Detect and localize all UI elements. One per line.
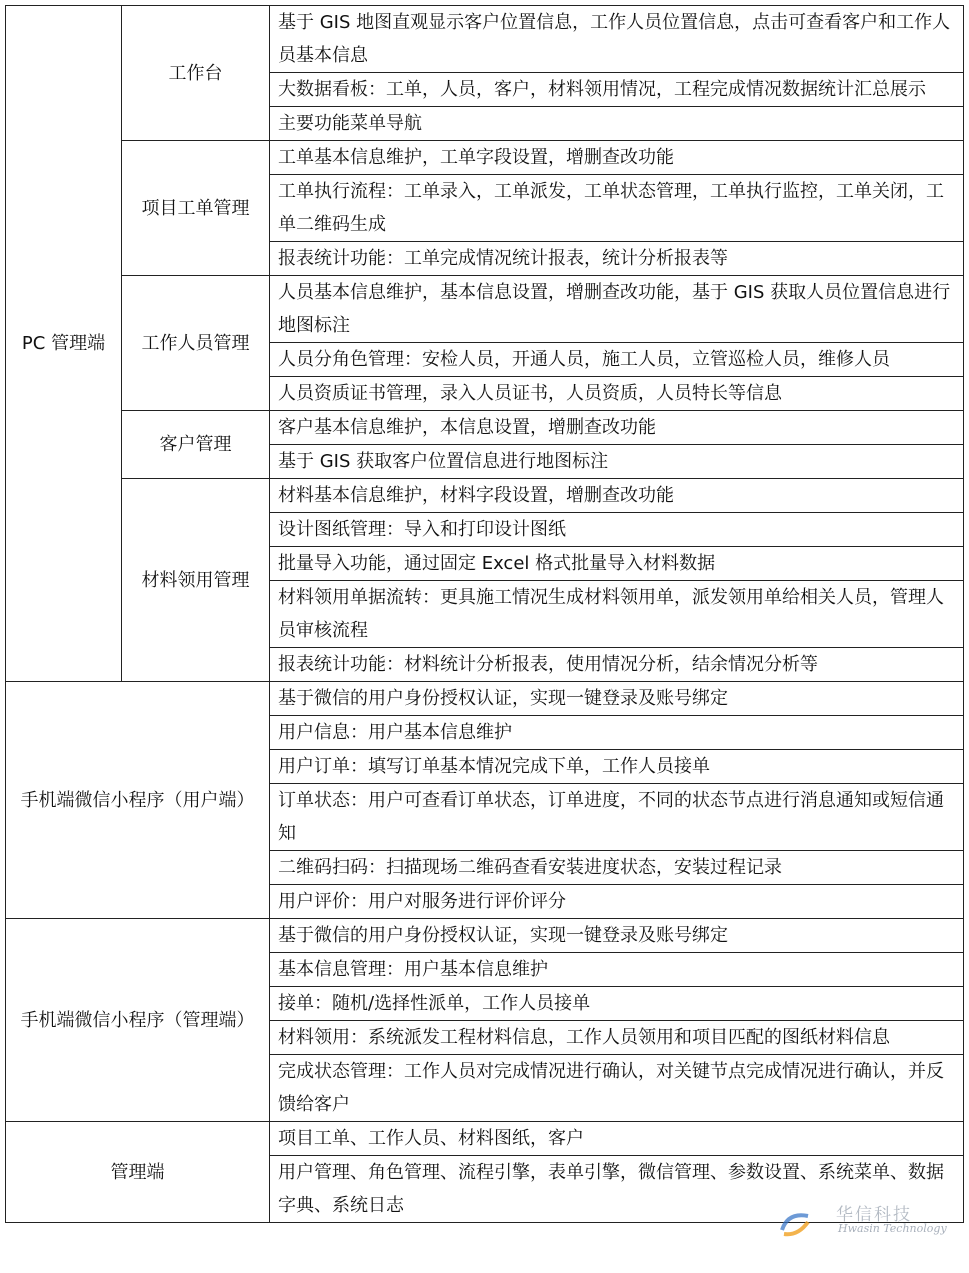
group-material-label: 材料领用管理 (122, 479, 270, 682)
feature-cell: 工单执行流程：工单录入，工单派发，工单状态管理，工单执行监控，工单关闭，工单二维码生成 (270, 175, 964, 242)
table-row (6, 919, 964, 953)
feature-cell: 材料领用：系统派发工程材料信息，工作人员领用和项目匹配的图纸材料信息 (270, 1021, 964, 1055)
feature-cell: 材料基本信息维护，材料字段设置，增删查改功能 (270, 479, 964, 513)
feature-cell: 报表统计功能：材料统计分析报表，使用情况分析，结余情况分析等 (270, 648, 964, 682)
feature-cell: 用户评价：用户对服务进行评价评分 (270, 885, 964, 919)
feature-cell: 批量导入功能，通过固定 Excel 格式批量导入材料数据 (270, 547, 964, 581)
group-customer-label: 客户管理 (122, 411, 270, 479)
feature-cell: 工单基本信息维护，工单字段设置，增删查改功能 (270, 141, 964, 175)
feature-cell: 用户管理、角色管理、流程引擎，表单引擎，微信管理、参数设置、系统菜单、数据字典、系统日志 (270, 1156, 964, 1223)
feature-cell: 完成状态管理：工作人员对完成情况进行确认，对关键节点完成情况进行确认，并反馈给客户 (270, 1055, 964, 1122)
section-mgmt-label: 管理端 (6, 1122, 270, 1223)
feature-cell: 二维码扫码：扫描现场二维码查看安装进度状态，安装过程记录 (270, 851, 964, 885)
section-pc-label: PC 管理端 (6, 6, 122, 682)
feature-cell: 客户基本信息维护，本信息设置，增删查改功能 (270, 411, 964, 445)
table-row (6, 1122, 964, 1156)
table-row (6, 141, 964, 175)
feature-cell: 接单：随机/选择性派单，工作人员接单 (270, 987, 964, 1021)
feature-cell: 人员基本信息维护，基本信息设置，增删查改功能，基于 GIS 获取人员位置信息进行地图标注 (270, 276, 964, 343)
feature-cell: 大数据看板：工单，人员，客户，材料领用情况，工程完成情况数据统计汇总展示 (270, 73, 964, 107)
watermark-cn-text: 华信科技 (836, 1205, 912, 1225)
feature-cell: 订单状态：用户可查看订单状态，订单进度，不同的状态节点进行消息通知或短信通知 (270, 784, 964, 851)
table-row (6, 6, 964, 73)
feature-cell: 设计图纸管理：导入和打印设计图纸 (270, 513, 964, 547)
feature-cell: 基于 GIS 获取客户位置信息进行地图标注 (270, 445, 964, 479)
group-staff-label: 工作人员管理 (122, 276, 270, 411)
feature-cell: 主要功能菜单导航 (270, 107, 964, 141)
feature-cell: 用户订单：填写订单基本情况完成下单，工作人员接单 (270, 750, 964, 784)
table-row (6, 479, 964, 513)
table-row (6, 411, 964, 445)
feature-cell: 报表统计功能：工单完成情况统计报表，统计分析报表等 (270, 242, 964, 276)
feature-cell: 基于微信的用户身份授权认证，实现一键登录及账号绑定 (270, 682, 964, 716)
group-workbench-label: 工作台 (122, 6, 270, 141)
table-row (6, 276, 964, 343)
feature-table (5, 5, 964, 1223)
feature-cell: 材料领用单据流转：更具施工情况生成材料领用单，派发领用单给相关人员，管理人员审核流程 (270, 581, 964, 648)
feature-cell: 基本信息管理：用户基本信息维护 (270, 953, 964, 987)
table-row (6, 682, 964, 716)
watermark-en-text: Hwasin Technology (838, 1222, 947, 1235)
feature-cell: 人员分角色管理：安检人员，开通人员，施工人员，立管巡检人员，维修人员 (270, 343, 964, 377)
feature-cell: 用户信息：用户基本信息维护 (270, 716, 964, 750)
feature-cell: 项目工单、工作人员、材料图纸，客户 (270, 1122, 964, 1156)
feature-cell: 基于微信的用户身份授权认证，实现一键登录及账号绑定 (270, 919, 964, 953)
section-admin-app-label: 手机端微信小程序（管理端） (6, 919, 270, 1122)
feature-cell: 基于 GIS 地图直观显示客户位置信息，工作人员位置信息，点击可查看客户和工作人员基本信息 (270, 6, 964, 73)
feature-cell: 人员资质证书管理，录入人员证书，人员资质，人员特长等信息 (270, 377, 964, 411)
group-work-order-label: 项目工单管理 (122, 141, 270, 276)
section-user-app-label: 手机端微信小程序（用户端） (6, 682, 270, 919)
